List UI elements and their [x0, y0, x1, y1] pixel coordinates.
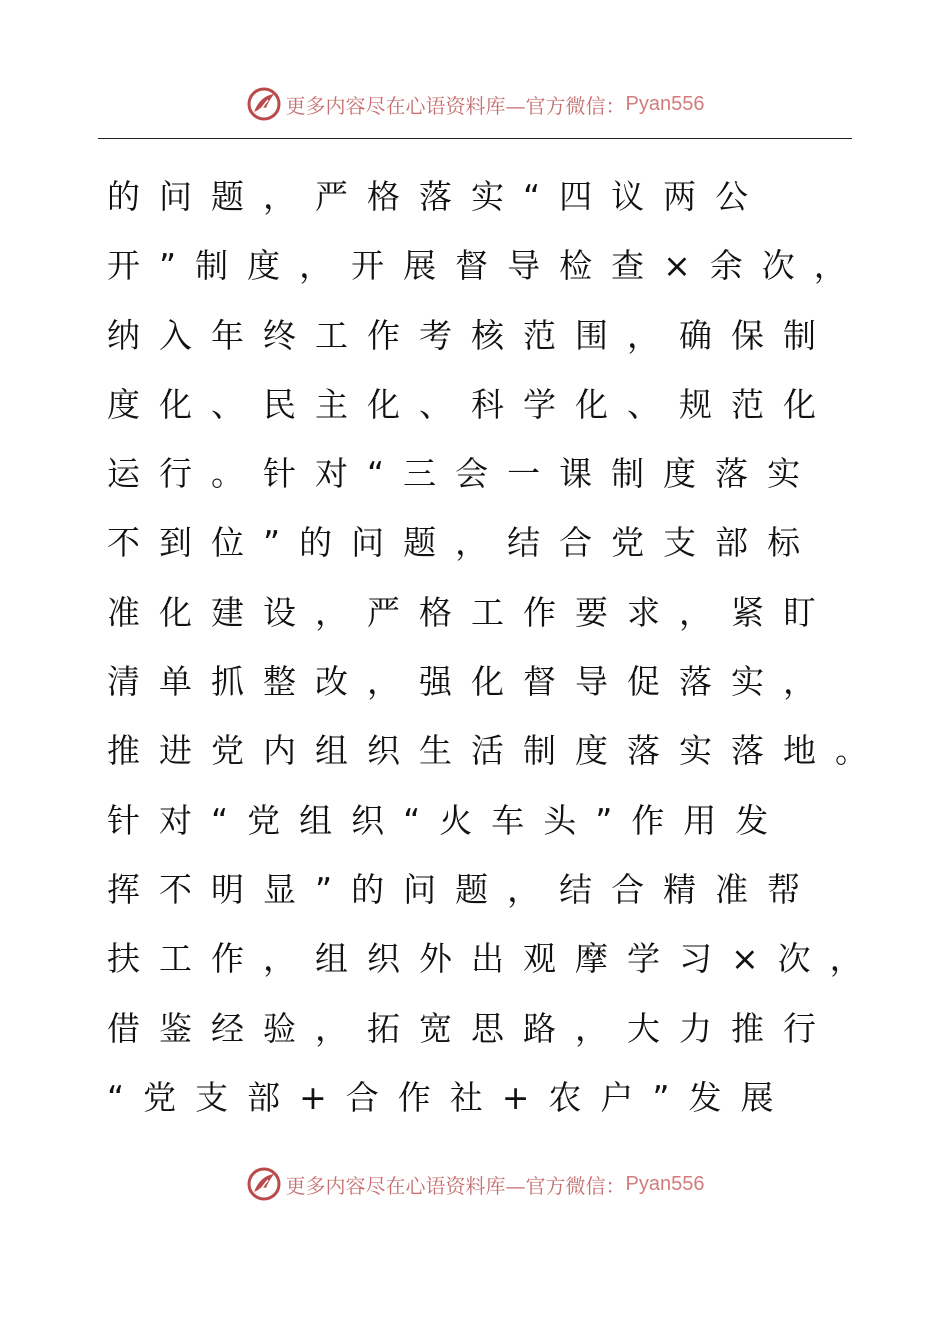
body-line: 针对“党组织“火车头”作用发 [107, 800, 788, 840]
body-line: 借鉴经验，拓宽思路，大力推行 [107, 1008, 835, 1048]
page-header-watermark [0, 82, 950, 126]
body-line: 度化、民主化、科学化、规范化 [107, 384, 835, 424]
brand-logo-icon [246, 1166, 282, 1202]
page-footer-watermark [0, 1162, 950, 1206]
body-line: 纳入年终工作考核范围，确保制 [107, 315, 835, 355]
body-line: “党支部+合作社+农户”发展 [107, 1077, 793, 1117]
body-line: 准化建设，严格工作要求，紧盯 [107, 592, 835, 632]
body-line: 挥不明显”的问题，结合精准帮 [107, 869, 820, 909]
watermark-wechat-id: Pyan556 [625, 1172, 705, 1195]
watermark-site-text: 更多内容尽在心语资料库—官方微信： [285, 93, 626, 118]
body-line: 扶工作，组织外出观摩学习×次， [107, 939, 882, 979]
body-line: 开”制度，开展督导检查×余次， [107, 246, 866, 286]
header-divider [98, 138, 852, 139]
body-line: 清单抓整改，强化督导促落实， [107, 662, 835, 702]
watermark-site-text: 更多内容尽在心语资料库—官方微信： [285, 1173, 626, 1198]
watermark-wechat-id: Pyan556 [625, 92, 705, 115]
body-line: 运行。针对“三会一课制度落实 [107, 454, 820, 494]
body-line: 的问题，严格落实“四议两公 [107, 177, 768, 216]
document-body [107, 162, 887, 1132]
body-line: 不到位”的问题，结合党支部标 [107, 523, 820, 563]
body-line: 推进党内组织生活制度落实落地。 [107, 731, 887, 771]
brand-logo-icon [246, 86, 282, 122]
